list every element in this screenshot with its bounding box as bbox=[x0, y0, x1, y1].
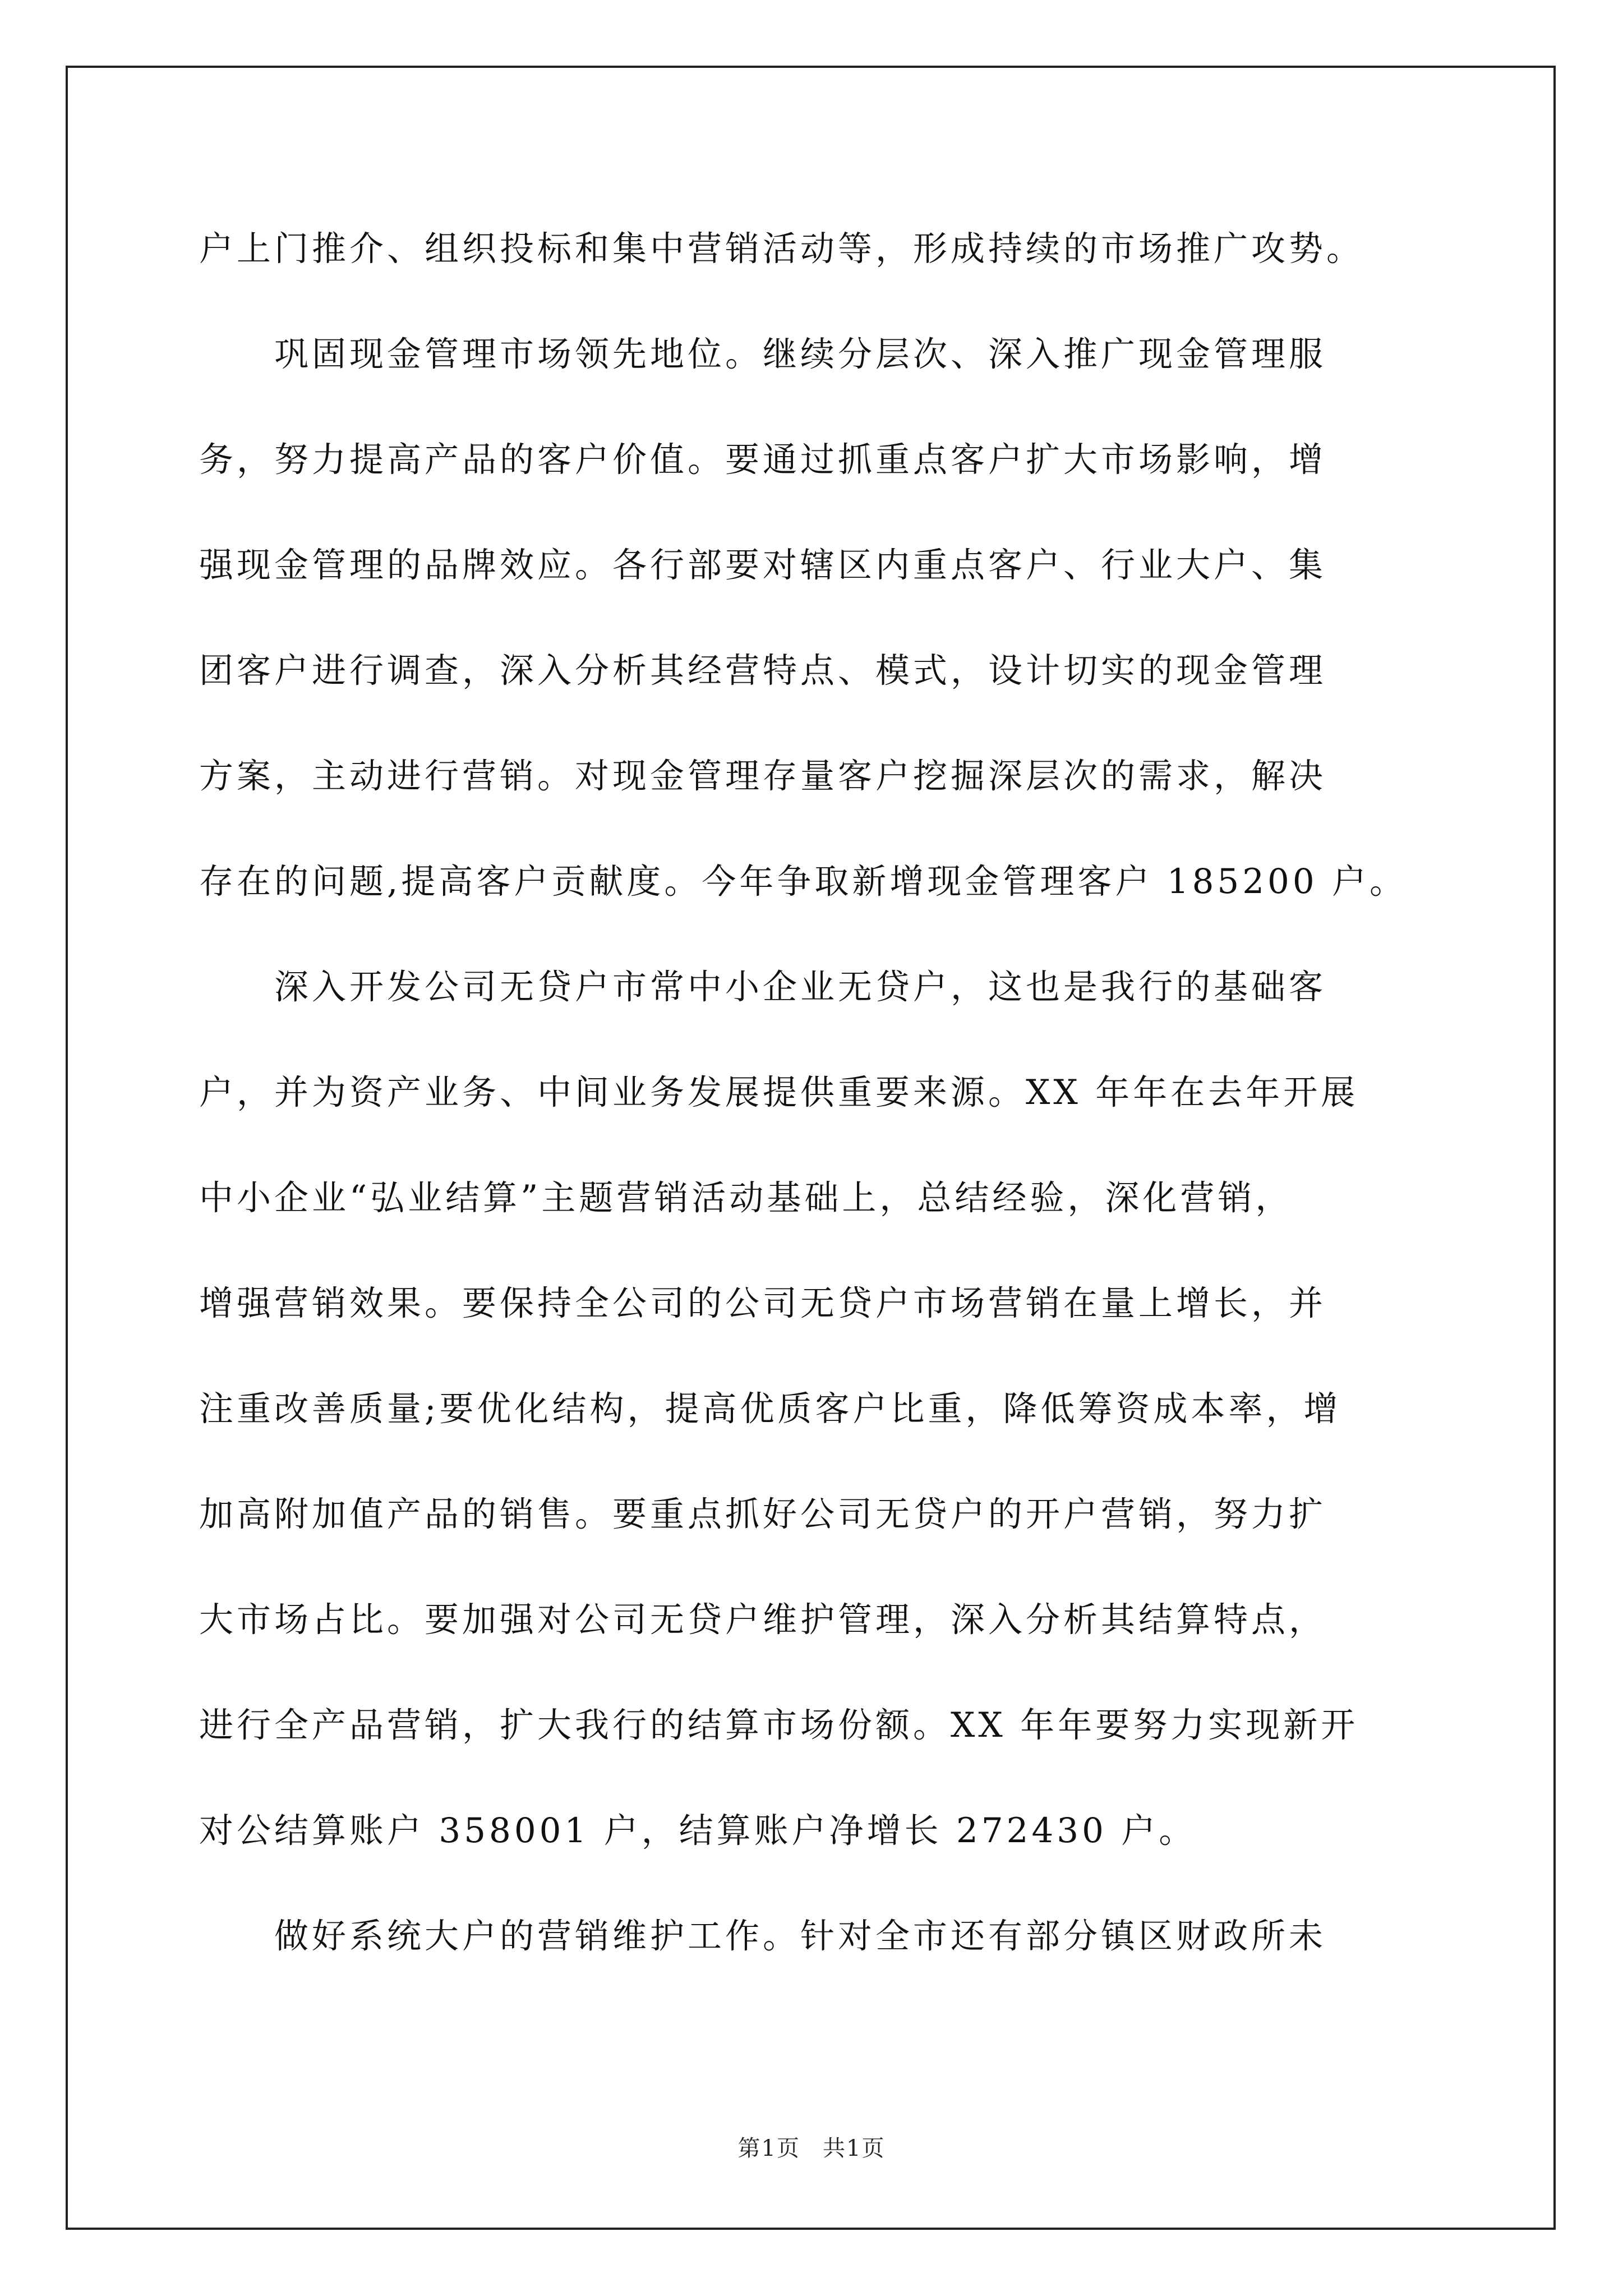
page-number: 第1页 bbox=[737, 2136, 800, 2161]
text-line: 存在的问题,提高客户贡献度。今年争取新增现金管理客户 185200 户。 bbox=[199, 862, 1408, 901]
text-line: 巩固现金管理市场领先地位。继续分层次、深入推广现金管理服 bbox=[274, 334, 1327, 374]
text-line: 大市场占比。要加强对公司无贷户维护管理，深入分析其结算特点， bbox=[199, 1600, 1327, 1640]
text-line: 强现金管理的品牌效应。各行部要对辖区内重点客户、行业大户、集 bbox=[199, 545, 1327, 585]
page-total: 共1页 bbox=[823, 2136, 886, 2161]
text-line: 中小企业“弘业结算”主题营销活动基础上，总结经验，深化营销， bbox=[199, 1178, 1293, 1218]
text-line: 户上门推介、组织投标和集中营销活动等，形成持续的市场推广攻势。 bbox=[199, 229, 1364, 269]
text-line: 进行全产品营销，扩大我行的结算市场份额。XX 年年要努力实现新开 bbox=[199, 1705, 1359, 1745]
text-line: 做好系统大户的营销维护工作。针对全市还有部分镇区财政所未 bbox=[274, 1916, 1327, 1956]
text-line: 深入开发公司无贷户市常中小企业无贷户，这也是我行的基础客 bbox=[274, 967, 1327, 1007]
text-line: 对公结算账户 358001 户，结算账户净增长 272430 户。 bbox=[199, 1811, 1197, 1851]
text-line: 务，努力提高产品的客户价值。要通过抓重点客户扩大市场影响，增 bbox=[199, 440, 1327, 480]
document-body bbox=[199, 196, 1430, 1989]
text-line: 方案，主动进行营销。对现金管理存量客户挖掘深层次的需求，解决 bbox=[199, 756, 1327, 796]
text-line: 户，并为资产业务、中间业务发展提供重要来源。XX 年年在去年开展 bbox=[199, 1073, 1359, 1112]
page-footer bbox=[0, 2134, 1623, 2162]
text-line: 增强营销效果。要保持全公司的公司无贷户市场营销在量上增长，并 bbox=[199, 1283, 1327, 1323]
text-line: 注重改善质量;要优化结构，提高优质客户比重，降低筹资成本率，增 bbox=[199, 1389, 1341, 1429]
text-line: 团客户进行调查，深入分析其经营特点、模式，设计切实的现金管理 bbox=[199, 651, 1327, 691]
text-line: 加高附加值产品的销售。要重点抓好公司无贷户的开户营销，努力扩 bbox=[199, 1494, 1327, 1534]
